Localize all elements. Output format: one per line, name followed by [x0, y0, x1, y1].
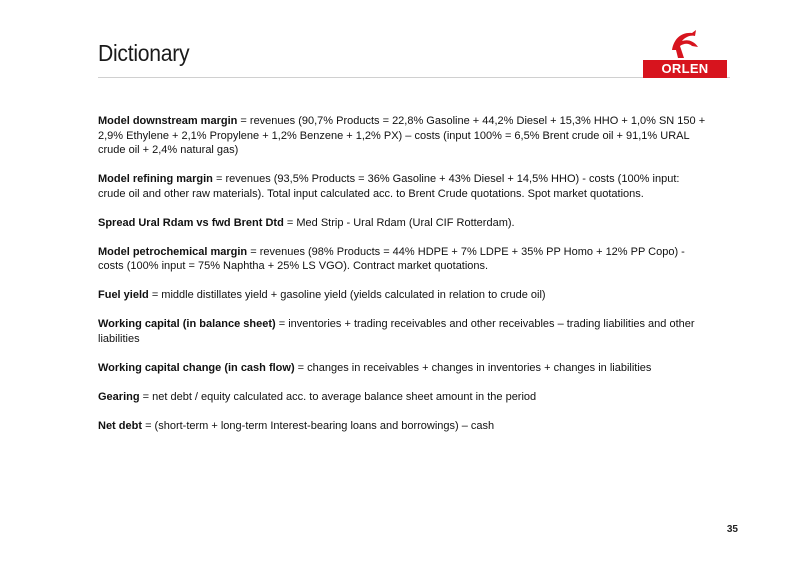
entry-term: Model downstream margin	[98, 115, 238, 127]
dictionary-entry	[98, 114, 708, 158]
entry-definition: = revenues (93,5% Products = 36% Gasoline + 43% Diesel + 14,5% HHO) - costs (100% input: crude oil and other raw materials). Total input calculated acc. to Brent Crude quotations. Spot market quotations.	[98, 173, 680, 200]
eagle-icon	[668, 28, 702, 60]
entry-term: Gearing	[98, 390, 140, 403]
entry-definition: = changes in receivables + changes in inventories + changes in liabilities	[297, 361, 652, 374]
entry-definition: = Med Strip - Ural Rdam (Ural CIF Rotterdam).	[286, 216, 515, 229]
entry-definition: = revenues (98% Products = 44% HDPE + 7% LDPE + 35% PP Homo + 12% PP Copo) - costs (100% input = 75% Naphtha + 25% LS VGO). Contract market quotations.	[98, 245, 685, 273]
entry-term: Model refining margin	[98, 173, 213, 186]
entry-definition: = revenues (90,7% Products = 22,8% Gasoline + 44,2% Diesel + 15,3% HHO + 1,0% SN 150 + 2,9% Ethylene + 2,1% Propylene + 1,2% Benzene + 1,2% PX) – costs (input 100% = 6,5% Brent crude oil + 91,1% URAL crude oil + 2,4% natural gas)	[98, 115, 706, 157]
page-title: Dictionary	[98, 40, 190, 66]
page-number: 35	[726, 524, 738, 535]
title-divider	[98, 77, 730, 78]
entry-definition: = inventories + trading receivables and other receivables – trading liabilities and other liabilities	[98, 318, 695, 345]
dictionary-entry	[98, 390, 708, 405]
entry-definition: = (short-term + long-term Interest-bearing loans and borrowings) – cash	[145, 419, 495, 432]
dictionary-entry	[98, 288, 708, 303]
dictionary-entry	[98, 216, 708, 231]
entry-definition: = middle distillates yield + gasoline yield (yields calculated in relation to crude oil)	[151, 289, 546, 302]
dictionary-entry	[98, 317, 708, 346]
entry-term: Net debt	[98, 419, 142, 432]
orlen-logo	[640, 28, 730, 80]
entry-term: Fuel yield	[98, 289, 149, 302]
orlen-wordmark: ORLEN	[643, 60, 727, 78]
dictionary-entry	[98, 419, 708, 434]
entry-term: Model petrochemical margin	[98, 245, 248, 258]
dictionary-entry	[98, 361, 708, 376]
entry-term: Working capital change (in cash flow)	[98, 361, 295, 374]
dictionary-list	[98, 114, 708, 448]
dictionary-entry	[98, 245, 708, 274]
entry-term: Spread Ural Rdam vs fwd Brent Dtd	[98, 216, 284, 229]
entry-term: Working capital (in balance sheet)	[98, 318, 276, 331]
dictionary-entry	[98, 172, 708, 201]
entry-definition: = net debt / equity calculated acc. to average balance sheet amount in the period	[142, 390, 537, 403]
